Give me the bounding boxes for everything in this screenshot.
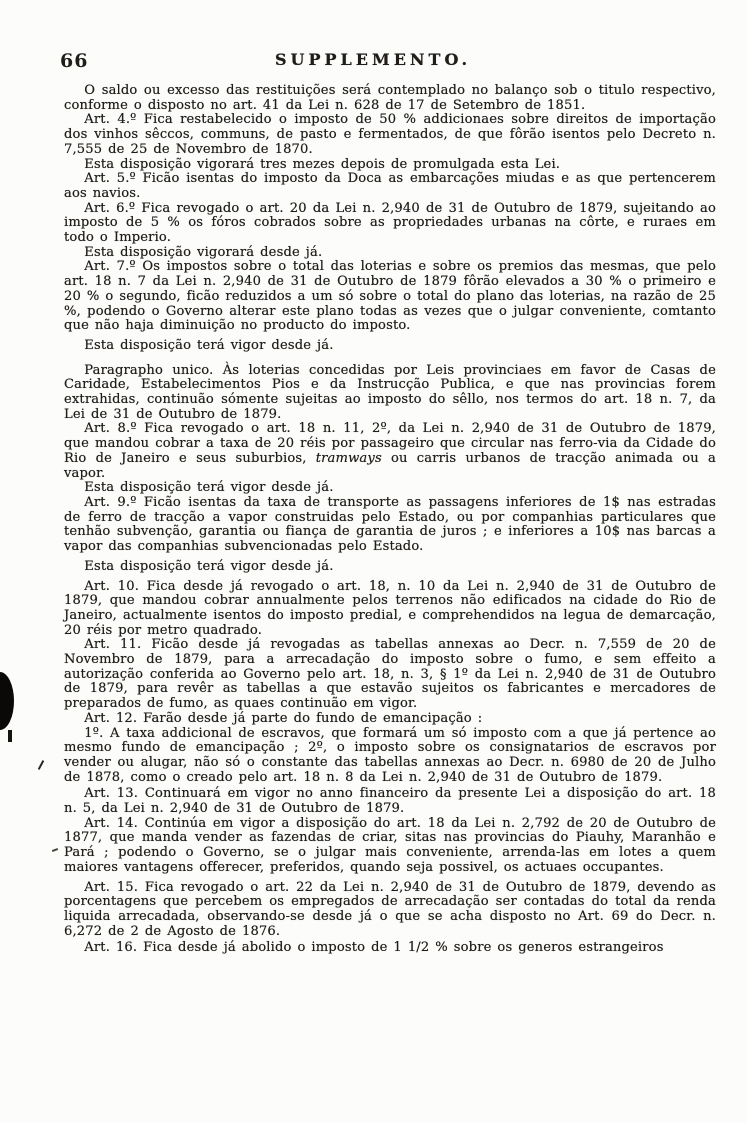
article-4: Art. 4.º Fica restabelecido o imposto de 50 % addicionaes sobre direitos de importação dos vinhos sêccos, communs, de pasto e fermentados, de que fôrão isentos pelo Decreto n. 7,555 de 25 de Novembro de 1870. [64, 112, 716, 157]
body-text [64, 84, 716, 956]
article-7: Art. 7.º Os impostos sobre o total das loterias e sobre os premios das mesmas, que pelo art. 18 n. 7 da Lei n. 2,940 de 31 de Outubro de 1879 fôrão elevados a 30 % o primeiro e 20 % o segundo, ficão reduzidos a um só sobre o total do plano das loterias, na razão de 25 %, podendo o Governo alterar este plano todas as vezes que o julgar conveniente, comtanto que não haja diminuição no producto do imposto. [64, 259, 716, 334]
clause-art4-vigencia: Esta disposição vigorará tres mezes depois de promulgada esta Lei. [84, 156, 561, 172]
article-5: Art. 5.º Ficão isentas do imposto da Doca as embarcações miudas e as que pertencerem aos navios. [64, 171, 716, 201]
ink-blot-artifact [0, 672, 14, 730]
article-15: Art. 15. Fica revogado o art. 22 da Lei n. 2,940 de 31 de Outubro de 1879, devendo as porcentagens que percebem os empregados de arrecadação ser contadas do total da renda liquida arrecadada, observando-se desde já o que se acha disposto no Art. 69 do Decr. n. 6,272 de 2 de Agosto de 1876. [64, 879, 716, 939]
scan-mark-artifact [8, 730, 12, 742]
article-11: Art. 11. Ficão desde já revogadas as tabellas annexas ao Decr. n. 7,559 de 20 de Novembro de 1879, para a arrecadação do imposto sobre o fumo, e sem effeito a autorização conferida ao Governo pelo art. 18, n. 3, § 1º da Lei n. 2,940 de 31 de Outubro de 1879, para revêr as tabellas a que estavão sujeitos os fabricantes e mercadores de preparados de fumo, as quaes continuão em vigor. [64, 637, 716, 712]
article-16: Art. 16. Fica desde já abolido o imposto de 1 1/2 % sobre os generos estrangeiros [84, 940, 664, 956]
article-6: Art. 6.º Fica revogado o art. 20 da Lei n. 2,940 de 31 de Outubro de 1879, sujeitando ao imposto de 5 % os fóros cobrados sobre as propriedades urbanas na côrte, e ruraes em todo o Imperio. [64, 200, 716, 246]
article-8 [64, 422, 716, 481]
article-14: Art. 14. Continúa em vigor a disposição do art. 18 da Lei n. 2,792 de 20 de Outubro de 1877, que manda vender as fazendas de criar, sitas nas provincias do Piauhy, Maranhão e Pará ; podendo o Governo, se o julgar mais conveniente, arrenda-las em lotes a quem maiores vantagens offerecer, preferidos, quando seja possivel, os actuaes occupantes. [64, 815, 716, 875]
article-8-text-after: ou carris urbanos de tracção animada ou a vapor. [64, 450, 716, 481]
article-13: Art. 13. Continuará em vigor no anno financeiro da presente Lei a disposição do art. 18 n. 5, da Lei n. 2,940 de 31 de Outubro de 1879. [64, 786, 716, 817]
clause-art7-vigencia: Esta disposição terá vigor desde já. [84, 337, 334, 353]
page-number: 66 [60, 50, 89, 72]
article-8-text-before: Art. 8.º Fica revogado o art. 18 n. 11, 2º, da Lei n. 2,940 de 31 de Outubro de 1879, que mandou cobrar a taxa de 20 réis por passageiro que circular nas ferro-via da Cidade do Rio de Janeiro e seus suburbios, [64, 421, 716, 466]
scan-mark-artifact [52, 848, 58, 852]
article-12-item-1: 1º. A taxa addicional de escravos, que formará um só imposto com a que já pertence ao mesmo fundo de emancipação ; 2º, o imposto sobre os consignatarios de escravos por vender ou alugar, não só o constante das tabellas annexas ao Decr. n. 6980 de 20 de Julho de 1878, como o creado pelo art. 18 n. 8 da Lei n. 2,940 de 31 de Outubro de 1879. [64, 725, 716, 785]
page-title: SUPPLEMENTO. [274, 50, 472, 69]
clause-art9-vigencia: Esta disposição terá vigor desde já. [84, 558, 334, 574]
article-8-italic-word: tramways [315, 450, 382, 466]
para-saldo-restituicoes: O saldo ou excesso das restituições será contemplado no balanço sob o titulo respectivo, conforme o disposto no art. 41 da Lei n. 628 de 17 de Setembro de 1851. [64, 83, 716, 113]
clause-art6-vigencia: Esta disposição vigorará desde já. [84, 244, 323, 260]
article-9: Art. 9.º Ficão isentas da taxa de transporte as passagens inferiores de 1$ nas estradas de ferro de tracção a vapor construidas pelo Estado, ou por companhias particulares que tenhão subvenção, garantia ou fiança de garantia de juros ; e inferiores a 10$ nas barcas a vapor das companhias subvencionadas pelo Estado. [64, 494, 716, 555]
paragrapho-unico: Paragrapho unico. Às loterias concedidas por Leis provinciaes em favor de Casas de Caridade, Estabelecimentos Pios e da Instrucção Publica, e que nas provincias forem extrahidas, continuão sómente sujeitas ao imposto do sêllo, nos termos do art. 18 n. 7, da Lei de 31 de Outubro de 1879. [64, 362, 716, 422]
scan-mark-artifact [38, 760, 44, 770]
article-10: Art. 10. Fica desde já revogado o art. 18, n. 10 da Lei n. 2,940 de 31 de Outubro de 1879, que mandou cobrar annualmente pelos terrenos não edificados na cidade do Rio de Janeiro, actualmente isentos do imposto predial, e comprehendidos na legua de demarcação, 20 réis por metro quadrado. [64, 578, 716, 638]
clause-art8-vigencia: Esta disposição terá vigor desde já. [84, 480, 334, 496]
article-12: Art. 12. Farão desde já parte do fundo de emancipação : [84, 710, 483, 726]
